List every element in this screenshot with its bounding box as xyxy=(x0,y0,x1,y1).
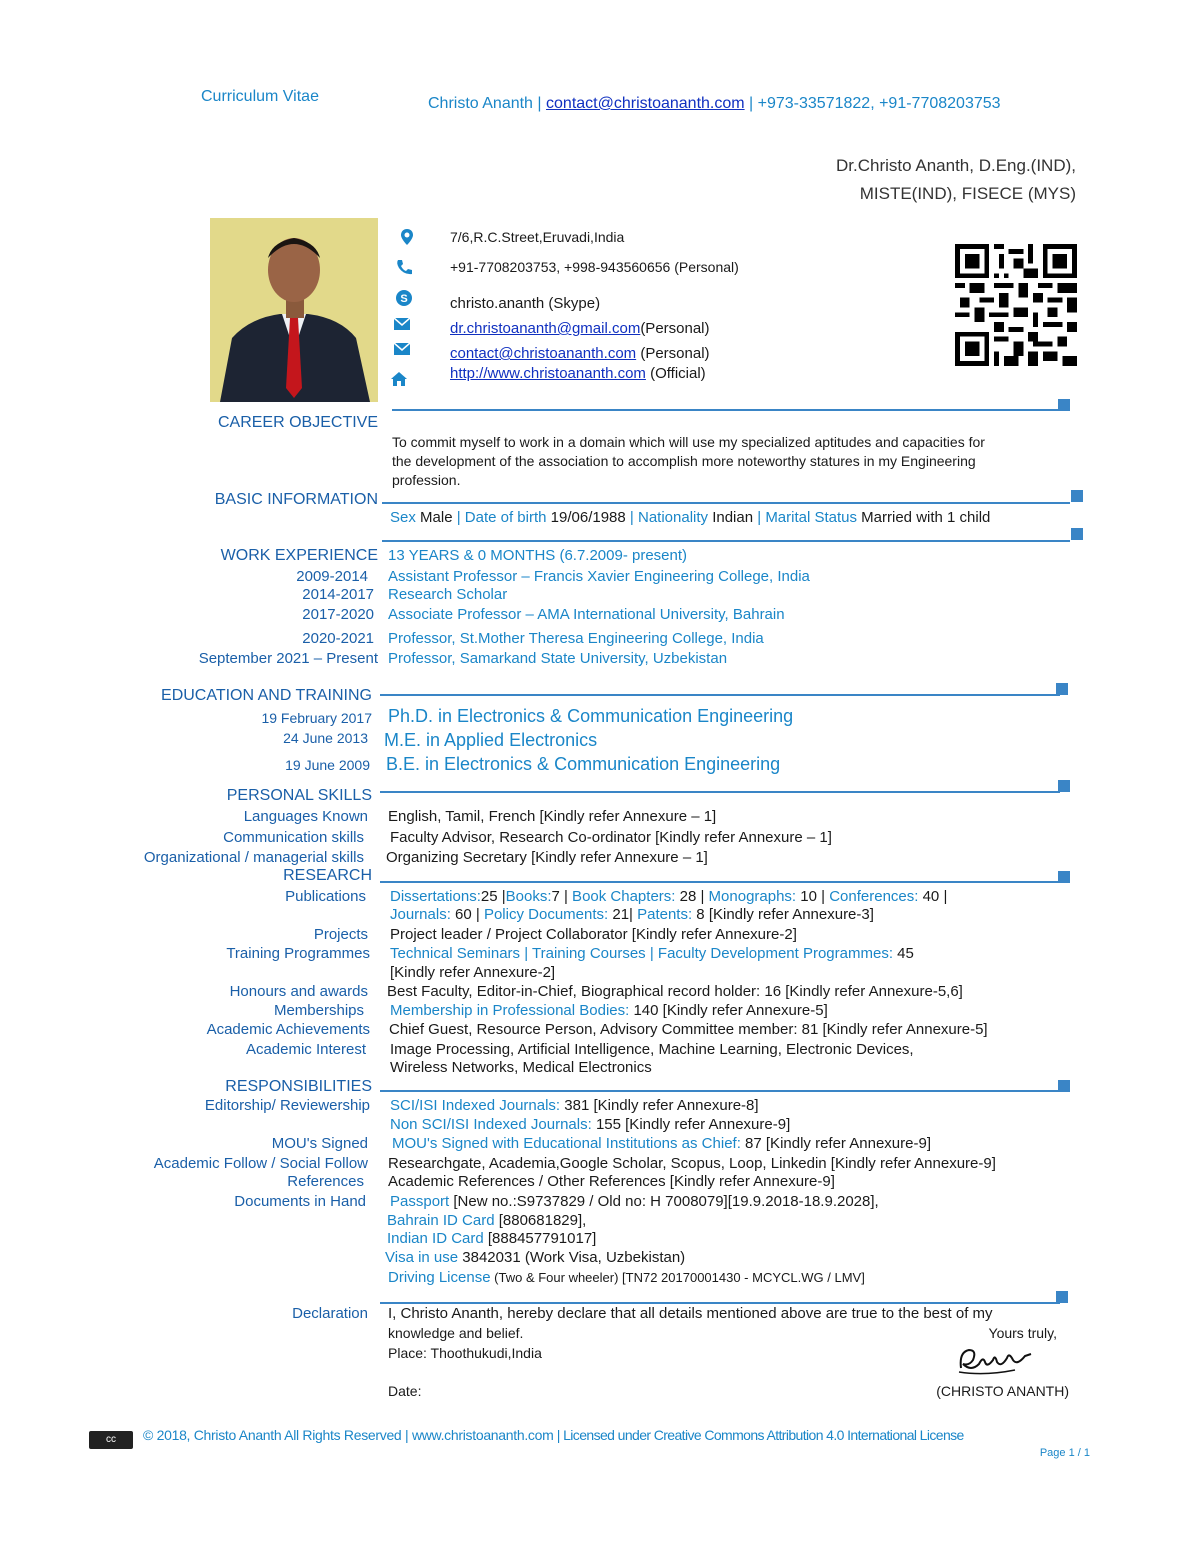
marital-value: Married with 1 child xyxy=(857,509,991,526)
memberships-value xyxy=(390,1002,828,1019)
publications-label: Publications xyxy=(285,888,366,905)
projects-value: Project leader / Project Collaborator [Kindly refer Annexure-2] xyxy=(390,926,797,943)
education-date: 19 February 2017 xyxy=(261,710,372,726)
training-count: 45 xyxy=(893,945,914,962)
documents-label: Documents in Hand xyxy=(234,1193,366,1210)
education-degree: B.E. in Electronics & Communication Engineering xyxy=(386,754,781,774)
heading-education: EDUCATION AND TRAINING xyxy=(161,687,372,704)
patents-label: Patents: xyxy=(632,906,693,923)
yours-truly: Yours truly, xyxy=(988,1325,1057,1341)
website-row xyxy=(450,365,706,382)
work-role: Professor, Samarkand State University, Uzbekistan xyxy=(388,650,728,667)
work-role: Associate Professor – AMA International University, Bahrain xyxy=(388,606,785,623)
driving-license-row xyxy=(388,1269,865,1286)
website-link[interactable]: http://www.christoananth.com xyxy=(450,365,646,382)
publications-line2 xyxy=(390,906,874,923)
visa-value: 3842031 (Work Visa, Uzbekistan) xyxy=(458,1249,686,1266)
mou-label: MOU's Signed xyxy=(271,1135,368,1152)
visa-label: Visa in use xyxy=(385,1249,459,1266)
footer-copyright: © 2018, Christo Ananth All Rights Reserved | xyxy=(143,1427,412,1443)
full-name-line1: Dr.Christo Ananth, D.Eng.(IND), xyxy=(836,156,1076,175)
follow-value: Researchgate, Academia,Google Scholar, Scopus, Loop, Linkedin [Kindly refer Annexure-9] xyxy=(388,1155,996,1172)
left-label-column xyxy=(0,0,378,1553)
work-period: 2009-2014 xyxy=(296,568,368,585)
career-line: the development of the association to accomplish more noteworthy statures in my Engineering xyxy=(392,453,976,469)
achievements-value: Chief Guest, Resource Person, Advisory Committee member: 81 [Kindly refer Annexure-5] xyxy=(389,1021,988,1038)
website-suffix: (Official) xyxy=(645,365,706,382)
heading-responsibilities: RESPONSIBILITIES xyxy=(225,1078,372,1095)
education-date: 19 June 2009 xyxy=(285,757,370,773)
declaration-place: Place: Thoothukudi,India xyxy=(388,1345,542,1361)
editorship-label: Editorship/ Reviewership xyxy=(204,1097,370,1114)
section-divider xyxy=(380,694,1060,696)
organizational-value: Organizing Secretary [Kindly refer Annexure – 1] xyxy=(386,849,708,866)
mail-icon xyxy=(393,340,411,358)
section-divider xyxy=(382,540,1070,542)
passport-row xyxy=(390,1193,879,1210)
education-date: 24 June 2013 xyxy=(283,730,368,746)
heading-basic-information: BASIC INFORMATION xyxy=(214,491,378,508)
sex-value: Male xyxy=(415,509,457,526)
footer-license-text: | Licensed under Creative Commons Attribution 4.0 International License xyxy=(553,1427,964,1443)
section-divider-marker xyxy=(1071,490,1083,502)
sex-label: Sex xyxy=(390,509,416,526)
bahrain-id-label: Bahrain ID Card xyxy=(387,1212,495,1229)
chapters-value: 28 | xyxy=(675,888,705,905)
section-divider xyxy=(392,409,1060,411)
publications-line1 xyxy=(390,888,947,905)
training-types: Technical Seminars | Training Courses | Faculty Development Programmes: xyxy=(390,945,893,962)
home-icon xyxy=(390,370,408,388)
section-divider xyxy=(382,502,1070,504)
dissertations-value: 25 | xyxy=(480,888,506,905)
driving-license-value: (Two & Four wheeler) [TN72 20170001430 - MCYCL.WG / LMV] xyxy=(490,1270,865,1285)
interest-label: Academic Interest xyxy=(245,1041,366,1058)
cc-badge-text: cc xyxy=(106,1434,116,1445)
communication-value: Faculty Advisor, Research Co-ordinator [Kindly refer Annexure – 1] xyxy=(390,829,832,846)
heading-work-experience: WORK EXPERIENCE xyxy=(220,547,378,564)
email-contact-link[interactable]: contact@christoananth.com xyxy=(450,345,637,362)
policy-value: 21| xyxy=(608,906,633,923)
section-divider-marker xyxy=(1071,528,1083,540)
achievements-label: Academic Achievements xyxy=(206,1021,370,1038)
indian-id-label: Indian ID Card xyxy=(387,1230,484,1247)
conferences-label: Conferences: xyxy=(825,888,919,905)
work-role: Professor, St.Mother Theresa Engineering College, India xyxy=(388,630,764,647)
email-contact-suffix: (Personal) xyxy=(636,345,710,362)
email-contact-row xyxy=(450,345,710,362)
heading-career-objective: CAREER OBJECTIVE xyxy=(217,414,378,431)
nonsci-row xyxy=(390,1116,790,1133)
declaration-line2: knowledge and belief. xyxy=(388,1325,524,1341)
education-degree: M.E. in Applied Electronics xyxy=(384,730,598,750)
mail-icon xyxy=(393,315,411,333)
sci-value: 381 [Kindly refer Annexure-8] xyxy=(560,1097,759,1114)
section-divider-marker xyxy=(1056,683,1068,695)
creative-commons-badge[interactable] xyxy=(89,1431,133,1449)
interest-line2: Wireless Networks, Medical Electronics xyxy=(390,1059,652,1076)
languages-label: Languages Known xyxy=(243,808,368,825)
work-period: September 2021 – Present xyxy=(198,650,378,667)
mou-value: 87 [Kindly refer Annexure-9] xyxy=(740,1135,931,1152)
follow-label: Academic Follow / Social Follow xyxy=(153,1155,368,1172)
header-email-link[interactable]: contact@christoananth.com xyxy=(546,95,745,112)
phone-numbers: +91-7708203753, +998-943560656 (Personal) xyxy=(450,259,739,275)
chapters-label: Book Chapters: xyxy=(567,888,676,905)
address: 7/6,R.C.Street,Eruvadi,India xyxy=(450,229,625,245)
work-role: Assistant Professor – Francis Xavier Engineering College, India xyxy=(388,568,810,585)
section-divider xyxy=(380,1090,1060,1092)
mou-row xyxy=(392,1135,931,1152)
work-summary: 13 YEARS & 0 MONTHS (6.7.2009- present) xyxy=(388,547,688,564)
declaration-line1: I, Christo Ananth, hereby declare that all details mentioned above are true to the best of my xyxy=(388,1305,993,1322)
footer-license-line xyxy=(143,1427,964,1443)
header-contact-line xyxy=(428,95,1001,113)
interest-line1: Image Processing, Artificial Intelligence, Machine Learning, Electronic Devices, xyxy=(390,1041,914,1058)
phone-icon xyxy=(395,258,413,276)
bahrain-id-value: [880681829], xyxy=(494,1212,587,1229)
header-name: Christo Ananth xyxy=(428,95,533,112)
section-divider-marker xyxy=(1058,399,1070,411)
organizational-label: Organizational / managerial skills xyxy=(143,849,364,866)
visa-row xyxy=(385,1249,685,1266)
nonsci-value: 155 [Kindly refer Annexure-9] xyxy=(591,1116,791,1133)
skype-id: christo.ananth (Skype) xyxy=(450,295,601,312)
section-divider-marker xyxy=(1056,1291,1068,1303)
skype-icon xyxy=(395,289,413,307)
email-personal-suffix: (Personal) xyxy=(640,320,710,337)
work-period: 2014-2017 xyxy=(302,586,374,603)
patents-value: 8 [Kindly refer Annexure-3] xyxy=(692,906,874,923)
page-number: Page 1 / 1 xyxy=(1039,1447,1090,1459)
footer-website-link[interactable]: www.christoananth.com xyxy=(411,1427,554,1443)
section-divider xyxy=(380,1302,1060,1304)
cv-label: Curriculum Vitae xyxy=(201,88,319,105)
books-value: 7 | xyxy=(551,888,568,905)
section-divider-marker xyxy=(1058,1080,1070,1092)
work-period: 2020-2021 xyxy=(302,630,374,647)
section-divider xyxy=(380,791,1060,793)
career-line: profession. xyxy=(392,472,461,488)
policy-label: Policy Documents: xyxy=(479,906,609,923)
qr-code xyxy=(955,244,1077,366)
basic-info-row xyxy=(390,509,990,526)
work-role: Research Scholar xyxy=(388,586,508,603)
memberships-type: Membership in Professional Bodies: xyxy=(390,1002,630,1019)
separator: | xyxy=(537,95,542,112)
nationality-value: Indian xyxy=(708,509,758,526)
memberships-count: 140 [Kindly refer Annexure-5] xyxy=(629,1002,828,1019)
bahrain-id-row xyxy=(387,1212,586,1229)
signoff-name: (CHRISTO ANANTH) xyxy=(936,1383,1069,1399)
passport-label: Passport xyxy=(390,1193,450,1210)
passport-value: [New no.:S9737829 / Old no: H 7008079][19.9.2018-18.9.2028], xyxy=(449,1193,879,1210)
training-annexure: [Kindly refer Annexure-2] xyxy=(390,964,556,981)
work-period: 2017-2020 xyxy=(302,606,374,623)
sci-row xyxy=(390,1097,759,1114)
svg-text:S: S xyxy=(400,293,408,305)
header-phones: +973-33571822, +91-7708203753 xyxy=(757,95,1001,112)
location-pin-icon xyxy=(398,228,416,246)
career-line: To commit myself to work in a domain which will use my specialized aptitudes and capacities for xyxy=(392,434,985,450)
languages-value: English, Tamil, French [Kindly refer Annexure – 1] xyxy=(388,808,717,825)
nonsci-label: Non SCI/ISI Indexed Journals: xyxy=(390,1116,592,1133)
email-personal-row xyxy=(450,320,710,337)
driving-license-label: Driving License xyxy=(388,1269,491,1286)
references-label: References xyxy=(287,1173,364,1190)
dissertations-label: Dissertations: xyxy=(390,888,481,905)
signature-image xyxy=(955,1342,1035,1378)
email-personal-link[interactable]: dr.christoananth@gmail.com xyxy=(450,320,641,337)
journals-value: 60 | xyxy=(450,906,480,923)
indian-id-value: [888457791017] xyxy=(483,1230,597,1247)
journals-label: Journals: xyxy=(390,906,451,923)
heading-personal-skills: PERSONAL SKILLS xyxy=(226,787,372,804)
declaration-date: Date: xyxy=(388,1383,422,1399)
honours-value: Best Faculty, Editor-in-Chief, Biographical record holder: 16 [Kindly refer Annexure-5,6] xyxy=(387,983,963,1000)
books-label: Books: xyxy=(505,888,552,905)
dob-value: 19/06/1988 xyxy=(546,509,630,526)
training-value xyxy=(390,945,914,962)
section-divider-marker xyxy=(1058,871,1070,883)
references-value: Academic References / Other References [Kindly refer Annexure-9] xyxy=(388,1173,835,1190)
mou-type: MOU's Signed with Educational Institutions as Chief: xyxy=(392,1135,741,1152)
heading-research: RESEARCH xyxy=(283,867,372,884)
marital-label: | Marital Status xyxy=(757,509,858,526)
honours-label: Honours and awards xyxy=(229,983,368,1000)
conferences-value: 40 | xyxy=(918,888,948,905)
declaration-label: Declaration xyxy=(292,1305,368,1322)
separator: | xyxy=(749,95,754,112)
full-name-line2: MISTE(IND), FISECE (MYS) xyxy=(859,184,1076,203)
monographs-label: Monographs: xyxy=(704,888,797,905)
section-divider xyxy=(380,881,1068,883)
monographs-value: 10 | xyxy=(796,888,826,905)
memberships-label: Memberships xyxy=(273,1002,364,1019)
indian-id-row xyxy=(387,1230,596,1247)
training-label: Training Programmes xyxy=(226,945,370,962)
section-divider-marker xyxy=(1058,780,1070,792)
communication-label: Communication skills xyxy=(223,829,364,846)
dob-label: | Date of birth xyxy=(456,509,547,526)
sci-label: SCI/ISI Indexed Journals: xyxy=(390,1097,561,1114)
nationality-label: | Nationality xyxy=(629,509,709,526)
education-degree: Ph.D. in Electronics & Communication Engineering xyxy=(388,706,794,726)
projects-label: Projects xyxy=(313,926,368,943)
